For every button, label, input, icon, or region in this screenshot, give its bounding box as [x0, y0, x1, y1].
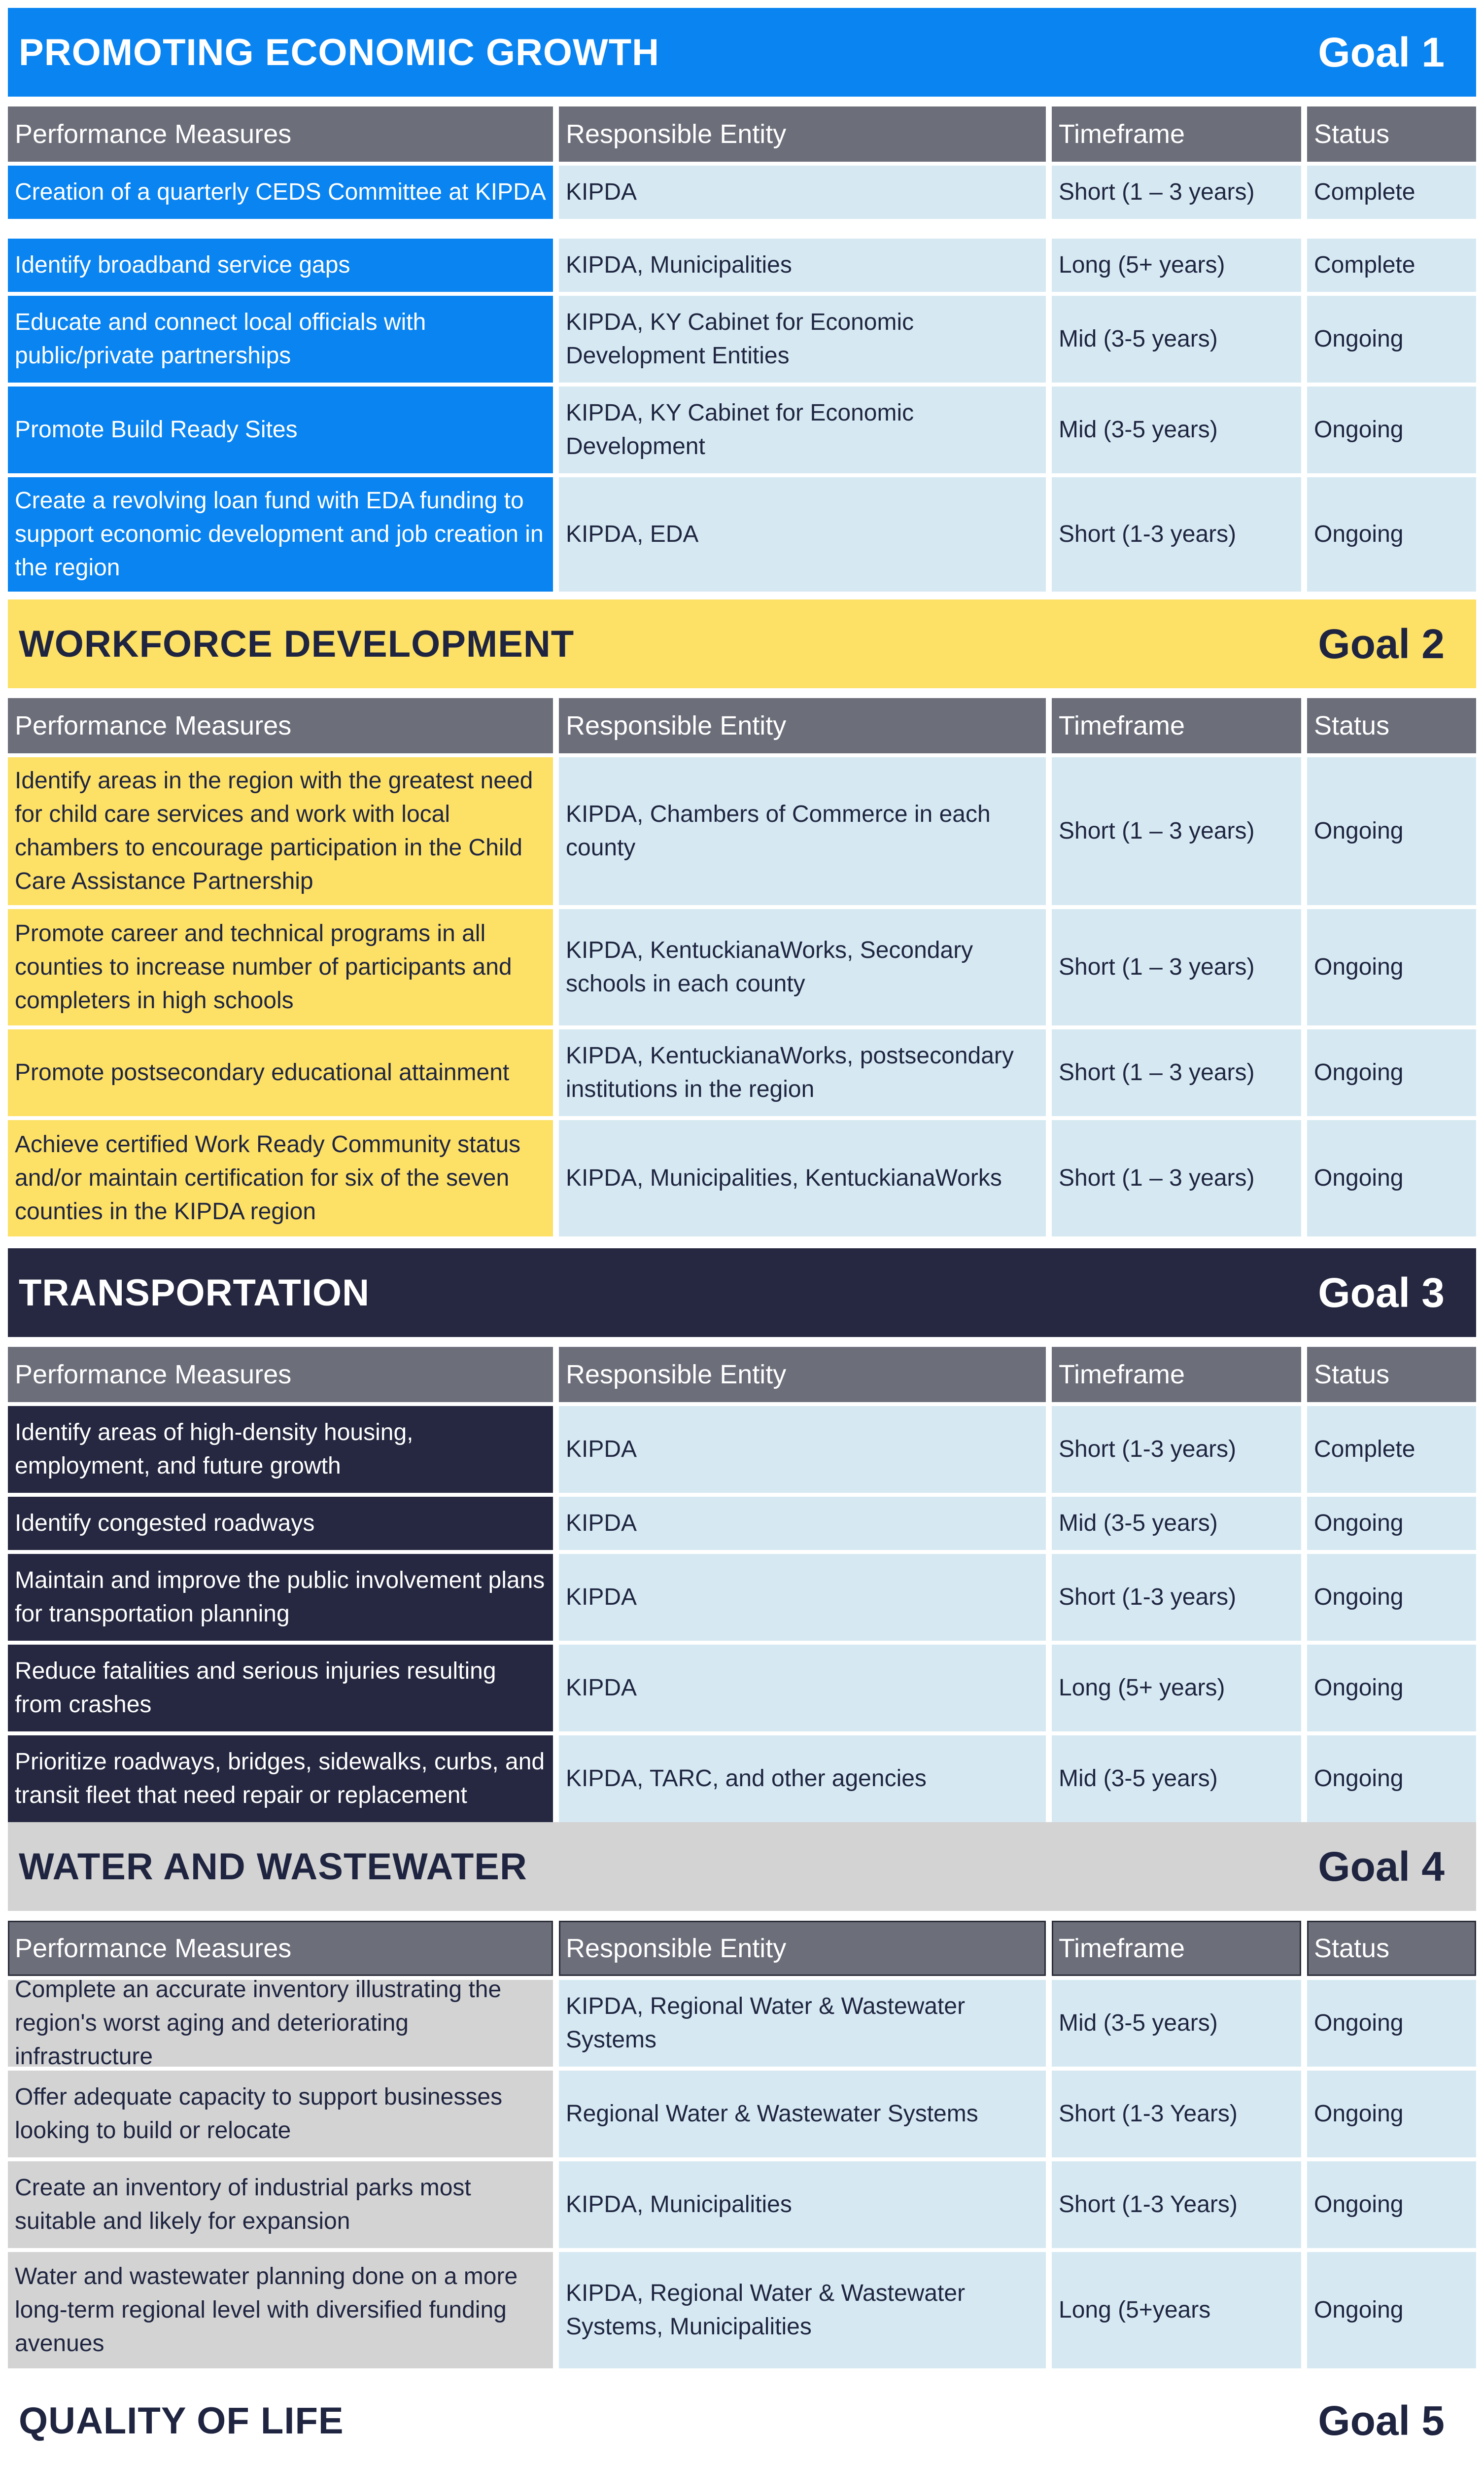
status-cell: Complete — [1307, 166, 1476, 219]
timeframe-cell: Short (1 – 3 years) — [1052, 1029, 1301, 1116]
timeframe-cell: Short (1 – 3 years) — [1052, 757, 1301, 905]
goal-number-label: Goal 5 — [1318, 2397, 1445, 2444]
measure-cell: Complete an accurate inventory illustrating the region's worst aging and deteriorating infrastructure — [8, 1980, 553, 2067]
status-cell: Ongoing — [1307, 1029, 1476, 1116]
column-header-row — [8, 1921, 1476, 1976]
table-row — [8, 1976, 1476, 2070]
goal-title: TRANSPORTATION — [19, 1271, 370, 1314]
table-row — [8, 1120, 1476, 1236]
column-header-timeframe: Timeframe — [1052, 698, 1301, 753]
entity-cell: KIPDA — [559, 1497, 1046, 1550]
timeframe-cell: Short (1-3 years) — [1052, 477, 1301, 592]
status-cell: Ongoing — [1307, 477, 1476, 592]
column-header-timeframe: Timeframe — [1052, 106, 1301, 162]
goal-3-header — [8, 1248, 1476, 1337]
measure-cell: Promote Build Ready Sites — [8, 387, 553, 473]
status-cell: Ongoing — [1307, 296, 1476, 383]
measure-cell: Identify areas in the region with the greatest need for child care services and work with local chambers to encourage participation in the Child Care Assistance Partnership — [8, 757, 553, 905]
table-row — [8, 1029, 1476, 1116]
table-row — [8, 1406, 1476, 1493]
status-cell: Ongoing — [1307, 2071, 1476, 2157]
column-header-measure: Performance Measures — [8, 698, 553, 753]
table-row — [8, 2161, 1476, 2248]
column-header-row — [8, 1347, 1476, 1402]
table-row — [8, 1735, 1476, 1822]
column-header-measure: Performance Measures — [8, 1921, 553, 1976]
status-cell: Ongoing — [1307, 1497, 1476, 1550]
measure-cell: Creation of a quarterly CEDS Committee at KIPDA — [8, 166, 553, 219]
timeframe-cell: Mid (3-5 years) — [1052, 1980, 1301, 2067]
measure-cell: Prioritize roadways, bridges, sidewalks, curbs, and transit fleet that need repair or replacement — [8, 1735, 553, 1822]
table-row — [8, 477, 1476, 592]
measure-cell: Identify broadband service gaps — [8, 239, 553, 292]
timeframe-cell: Long (5+ years) — [1052, 239, 1301, 292]
timeframe-cell: Short (1-3 Years) — [1052, 2161, 1301, 2248]
goal-5-header — [8, 2376, 1476, 2465]
table-row — [8, 1554, 1476, 1641]
goal-2-header — [8, 599, 1476, 688]
column-header-status: Status — [1307, 1921, 1476, 1976]
table-row — [8, 387, 1476, 473]
entity-cell: KIPDA — [559, 166, 1046, 219]
measure-cell: Offer adequate capacity to support businesses looking to build or relocate — [8, 2071, 553, 2157]
table-row — [8, 1645, 1476, 1731]
entity-cell: KIPDA — [559, 1645, 1046, 1731]
entity-cell: KIPDA, EDA — [559, 477, 1046, 592]
column-header-entity: Responsible Entity — [559, 698, 1046, 753]
status-cell: Ongoing — [1307, 1980, 1476, 2067]
entity-cell: KIPDA, KentuckianaWorks, Secondary schools in each county — [559, 909, 1046, 1025]
column-header-entity: Responsible Entity — [559, 1347, 1046, 1402]
entity-cell: KIPDA — [559, 1554, 1046, 1641]
status-cell: Ongoing — [1307, 1120, 1476, 1236]
measure-cell: Create a revolving loan fund with EDA funding to support economic development and job creation in the region — [8, 477, 553, 592]
table-row — [8, 1497, 1476, 1550]
goal-title: PROMOTING ECONOMIC GROWTH — [19, 31, 660, 73]
timeframe-cell: Mid (3-5 years) — [1052, 1497, 1301, 1550]
column-header-row — [8, 106, 1476, 162]
goal-title: WORKFORCE DEVELOPMENT — [19, 623, 575, 665]
table-row — [8, 909, 1476, 1025]
timeframe-cell: Short (1-3 years) — [1052, 1554, 1301, 1641]
goal-number-label: Goal 3 — [1318, 1269, 1445, 1316]
timeframe-cell: Mid (3-5 years) — [1052, 296, 1301, 383]
goal-number-label: Goal 1 — [1318, 29, 1445, 75]
column-header-status: Status — [1307, 698, 1476, 753]
column-header-measure: Performance Measures — [8, 106, 553, 162]
timeframe-cell: Long (5+ years) — [1052, 1645, 1301, 1731]
column-header-timeframe: Timeframe — [1052, 1921, 1301, 1976]
status-cell: Ongoing — [1307, 1645, 1476, 1731]
entity-cell: KIPDA, Municipalities — [559, 239, 1046, 292]
entity-cell: KIPDA, TARC, and other agencies — [559, 1735, 1046, 1822]
measure-cell: Water and wastewater planning done on a more long-term regional level with diversified funding avenues — [8, 2252, 553, 2368]
measure-cell: Create an inventory of industrial parks most suitable and likely for expansion — [8, 2161, 553, 2248]
measure-cell: Identify congested roadways — [8, 1497, 553, 1550]
timeframe-cell: Mid (3-5 years) — [1052, 387, 1301, 473]
table-row — [8, 166, 1476, 219]
entity-cell: KIPDA, KentuckianaWorks, postsecondary institutions in the region — [559, 1029, 1046, 1116]
measure-cell: Maintain and improve the public involvement plans for transportation planning — [8, 1554, 553, 1641]
entity-cell: KIPDA, Regional Water & Wastewater Systems, Municipalities — [559, 2252, 1046, 2368]
column-header-measure: Performance Measures — [8, 1347, 553, 1402]
entity-cell: KIPDA — [559, 1406, 1046, 1493]
goal-title: WATER AND WASTEWATER — [19, 1845, 527, 1888]
entity-cell: KIPDA, Regional Water & Wastewater Systems — [559, 1980, 1046, 2067]
status-cell: Complete — [1307, 1406, 1476, 1493]
measure-cell: Reduce fatalities and serious injuries resulting from crashes — [8, 1645, 553, 1731]
column-header-status: Status — [1307, 106, 1476, 162]
timeframe-cell: Short (1-3 years) — [1052, 1406, 1301, 1493]
entity-cell: KIPDA, KY Cabinet for Economic Development — [559, 387, 1046, 473]
column-header-entity: Responsible Entity — [559, 1921, 1046, 1976]
timeframe-cell: Short (1-3 Years) — [1052, 2071, 1301, 2157]
entity-cell: KIPDA, Municipalities — [559, 2161, 1046, 2248]
column-header-entity: Responsible Entity — [559, 106, 1046, 162]
entity-cell: KIPDA, KY Cabinet for Economic Development Entities — [559, 296, 1046, 383]
status-cell: Ongoing — [1307, 1554, 1476, 1641]
table-row — [8, 2252, 1476, 2368]
status-cell: Ongoing — [1307, 2252, 1476, 2368]
goal-4-header — [8, 1822, 1476, 1911]
table-row — [8, 239, 1476, 292]
column-header-row — [8, 698, 1476, 753]
column-header-timeframe: Timeframe — [1052, 1347, 1301, 1402]
status-cell: Ongoing — [1307, 757, 1476, 905]
entity-cell: Regional Water & Wastewater Systems — [559, 2071, 1046, 2157]
status-cell: Ongoing — [1307, 2161, 1476, 2248]
goal-1-header — [8, 8, 1476, 97]
status-cell: Ongoing — [1307, 1735, 1476, 1822]
goal-title: QUALITY OF LIFE — [19, 2399, 344, 2442]
measure-cell: Achieve certified Work Ready Community status and/or maintain certification for six of the seven counties in the KIPDA region — [8, 1120, 553, 1236]
measure-cell: Educate and connect local officials with public/private partnerships — [8, 296, 553, 383]
table-row — [8, 296, 1476, 383]
status-cell: Complete — [1307, 239, 1476, 292]
column-header-status: Status — [1307, 1347, 1476, 1402]
entity-cell: KIPDA, Chambers of Commerce in each county — [559, 757, 1046, 905]
status-cell: Ongoing — [1307, 909, 1476, 1025]
timeframe-cell: Short (1 – 3 years) — [1052, 909, 1301, 1025]
timeframe-cell: Short (1 – 3 years) — [1052, 166, 1301, 219]
timeframe-cell: Long (5+years — [1052, 2252, 1301, 2368]
goal-number-label: Goal 2 — [1318, 620, 1445, 667]
entity-cell: KIPDA, Municipalities, KentuckianaWorks — [559, 1120, 1046, 1236]
table-row — [8, 757, 1476, 905]
timeframe-cell: Short (1 – 3 years) — [1052, 1120, 1301, 1236]
table-row — [8, 2071, 1476, 2157]
measure-cell: Promote career and technical programs in all counties to increase number of participants and completers in high schools — [8, 909, 553, 1025]
goal-number-label: Goal 4 — [1318, 1843, 1445, 1890]
status-cell: Ongoing — [1307, 387, 1476, 473]
measure-cell: Promote postsecondary educational attainment — [8, 1029, 553, 1116]
measure-cell: Identify areas of high-density housing, employment, and future growth — [8, 1406, 553, 1493]
timeframe-cell: Mid (3-5 years) — [1052, 1735, 1301, 1822]
